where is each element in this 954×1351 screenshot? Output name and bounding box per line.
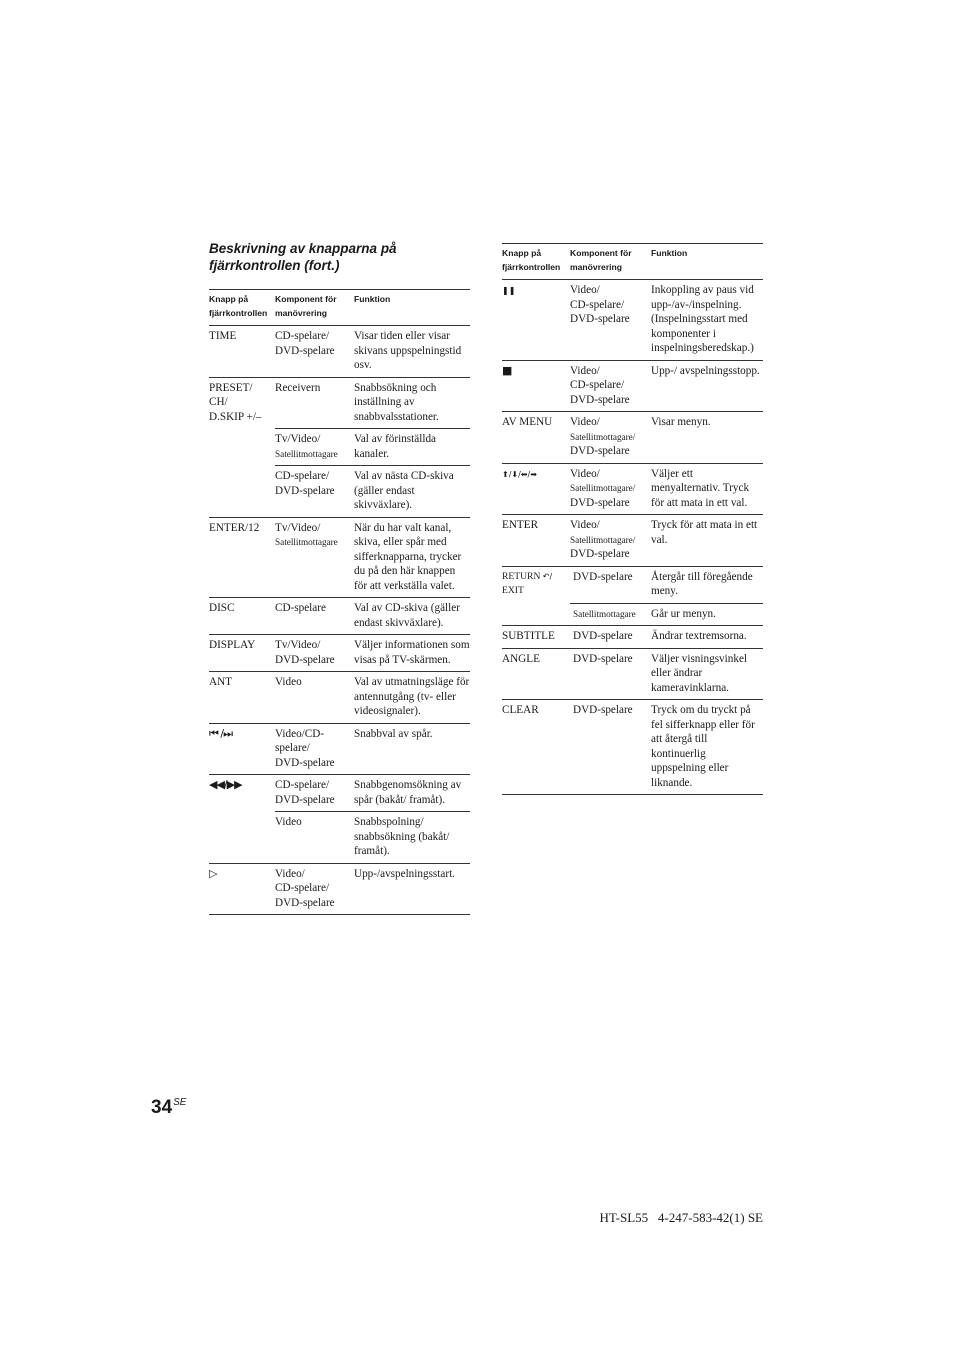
table-header-row xyxy=(209,290,470,326)
function-cell: Upp-/ avspelningsstopp. xyxy=(651,360,763,412)
function-cell: Ändrar textremsorna. xyxy=(651,626,763,649)
key-scan xyxy=(209,775,275,864)
key-preset: PRESET/ CH/ D.SKIP +/– xyxy=(209,377,275,517)
header-function: Funktion xyxy=(354,290,470,326)
pause-icon: ❚❚ xyxy=(502,286,516,295)
key-stop xyxy=(502,360,570,412)
section-heading xyxy=(209,240,471,274)
page-number: $34^{SE}$ xyxy=(151,1097,187,1118)
table-row-stop xyxy=(502,360,763,412)
header-component: Komponent för manövrering xyxy=(570,244,651,280)
function-cell: Tryck om du tryckt på fel sifferknapp eller för att återgå till kontinuerlig uppspelning eller liknande. xyxy=(651,700,763,795)
table-row-display xyxy=(209,635,470,672)
function-cell: Snabbsökning och inställning av snabbvalsstationer. xyxy=(354,377,470,429)
key-ant: ANT xyxy=(209,672,275,724)
function-cell: Väljer ett menyalternativ. Tryck för att mata in ett val. xyxy=(651,463,763,515)
component-cell: Receivern xyxy=(275,377,354,429)
table-row-scan xyxy=(209,775,470,812)
component-cell: Video/ CD-spelare/ DVD-spelare xyxy=(570,360,651,412)
component-cell: Video/ CD-spelare/ DVD-spelare xyxy=(275,863,354,915)
component-cell: CD-spelare xyxy=(275,598,354,635)
remote-buttons-table-left xyxy=(209,289,470,915)
component-cell: DVD-spelare xyxy=(570,566,651,603)
component-cell: Tv/Video/ DVD-spelare xyxy=(275,635,354,672)
rewind-forward-icon: ◀◀/▶▶ xyxy=(209,778,242,791)
key-play xyxy=(209,863,275,915)
document-code: HT-SL55 4-247-583-42(1) SE xyxy=(599,1210,763,1225)
table-row-enter12 xyxy=(209,517,470,598)
component-cell: CD-spelare/ DVD-spelare xyxy=(275,775,354,812)
function-cell: Väljer visningsvinkel eller ändrar kameravinklarna. xyxy=(651,648,763,700)
page-number-suffix: SE xyxy=(173,1097,187,1108)
key-clear: CLEAR xyxy=(502,700,570,795)
key-avmenu: AV MENU xyxy=(502,412,570,464)
key-subtitle: SUBTITLE xyxy=(502,626,570,649)
function-cell: Val av förinställda kanaler. xyxy=(354,429,470,466)
remote-buttons-table-right xyxy=(502,243,763,795)
component-cell: Video/ Satellitmottagare/ DVD-spelare xyxy=(570,412,651,464)
function-cell: Snabbspolning/ snabbsökning (bakåt/ framåt). xyxy=(354,812,470,864)
function-cell: Val av utmatningsläge för antennutgång (tv- eller videosignaler). xyxy=(354,672,470,724)
component-cell: Video xyxy=(275,812,354,864)
arrow-keys-icon: ⬆/⬇/⬅/➡ xyxy=(502,469,537,479)
component-cell: CD-spelare/ DVD-spelare xyxy=(275,326,354,378)
component-cell: DVD-spelare xyxy=(570,648,651,700)
component-cell: Satellitmottagare xyxy=(570,603,651,626)
component-cell: Video/CD- spelare/ DVD-spelare xyxy=(275,723,354,775)
table-row-preset xyxy=(209,377,470,429)
key-return: RETURN ↶/ EXIT xyxy=(502,566,570,626)
function-cell: Visar tiden eller visar skivans uppspelningstid osv. xyxy=(354,326,470,378)
return-icon: ↶/ xyxy=(542,571,553,581)
key-angle: ANGLE xyxy=(502,648,570,700)
table-row-time xyxy=(209,326,470,378)
component-cell: Video xyxy=(275,672,354,724)
heading-line-2: fjärrkontrollen (fort.) xyxy=(209,258,340,273)
table-row-enter xyxy=(502,515,763,567)
function-cell: Snabbval av spår. xyxy=(354,723,470,775)
key-time: TIME xyxy=(209,326,275,378)
function-cell: Val av nästa CD-skiva (gäller endast skivväxlare). xyxy=(354,466,470,518)
function-cell: Inkoppling av paus vid upp-/av-/inspelning. (Inspelningsstart med komponenter i inspelningsberedskap.) xyxy=(651,280,763,361)
stop-icon: ■ xyxy=(502,363,512,377)
table-row-avmenu xyxy=(502,412,763,464)
header-key: Knapp på fjärrkontrollen xyxy=(502,244,570,280)
key-enter12: ENTER/12 xyxy=(209,517,275,598)
table-header-row xyxy=(502,244,763,280)
function-cell: Visar menyn. xyxy=(651,412,763,464)
heading-line-1: Beskrivning av knapparna på xyxy=(209,241,397,256)
key-disc: DISC xyxy=(209,598,275,635)
table-row-return xyxy=(502,566,763,603)
skip-prev-next-icon: ⏮ /⏭ xyxy=(209,726,233,740)
table-row-play xyxy=(209,863,470,915)
component-cell: CD-spelare/ DVD-spelare xyxy=(275,466,354,518)
function-cell: När du har valt kanal, skiva, eller spår med sifferknapparna, trycker du på den här knappen för att verkställa valet. xyxy=(354,517,470,598)
function-cell: Snabbgenomsökning av spår (bakåt/ framåt). xyxy=(354,775,470,812)
component-cell: Video/ CD-spelare/ DVD-spelare xyxy=(570,280,651,361)
function-cell: Väljer informationen som visas på TV-skärmen. xyxy=(354,635,470,672)
function-cell: Tryck för att mata in ett val. xyxy=(651,515,763,567)
key-enter: ENTER xyxy=(502,515,570,567)
component-cell: DVD-spelare xyxy=(570,626,651,649)
header-key: Knapp på fjärrkontrollen xyxy=(209,290,275,326)
table-row-disc xyxy=(209,598,470,635)
play-icon: ▷ xyxy=(209,866,217,880)
table-row-pause xyxy=(502,280,763,361)
component-cell: DVD-spelare xyxy=(570,700,651,795)
key-display: DISPLAY xyxy=(209,635,275,672)
key-pause xyxy=(502,280,570,361)
table-row-skip xyxy=(209,723,470,775)
table-row-ant xyxy=(209,672,470,724)
component-cell: Tv/Video/ Satellitmottagare xyxy=(275,517,354,598)
table-row-subtitle xyxy=(502,626,763,649)
table-row-clear xyxy=(502,700,763,795)
component-cell: Video/ Satellitmottagare/ DVD-spelare xyxy=(570,463,651,515)
header-function: Funktion xyxy=(651,244,763,280)
function-cell: Återgår till föregående meny. xyxy=(651,566,763,603)
key-skip xyxy=(209,723,275,775)
table-row-arrows xyxy=(502,463,763,515)
function-cell: Upp-/avspelningsstart. xyxy=(354,863,470,915)
component-cell: Video/ Satellitmottagare/ DVD-spelare xyxy=(570,515,651,567)
key-arrows xyxy=(502,463,570,515)
table-row-angle xyxy=(502,648,763,700)
function-cell: Går ur menyn. xyxy=(651,603,763,626)
function-cell: Val av CD-skiva (gäller endast skivväxlare). xyxy=(354,598,470,635)
header-component: Komponent för manövrering xyxy=(275,290,354,326)
component-cell: Tv/Video/ Satellitmottagare xyxy=(275,429,354,466)
